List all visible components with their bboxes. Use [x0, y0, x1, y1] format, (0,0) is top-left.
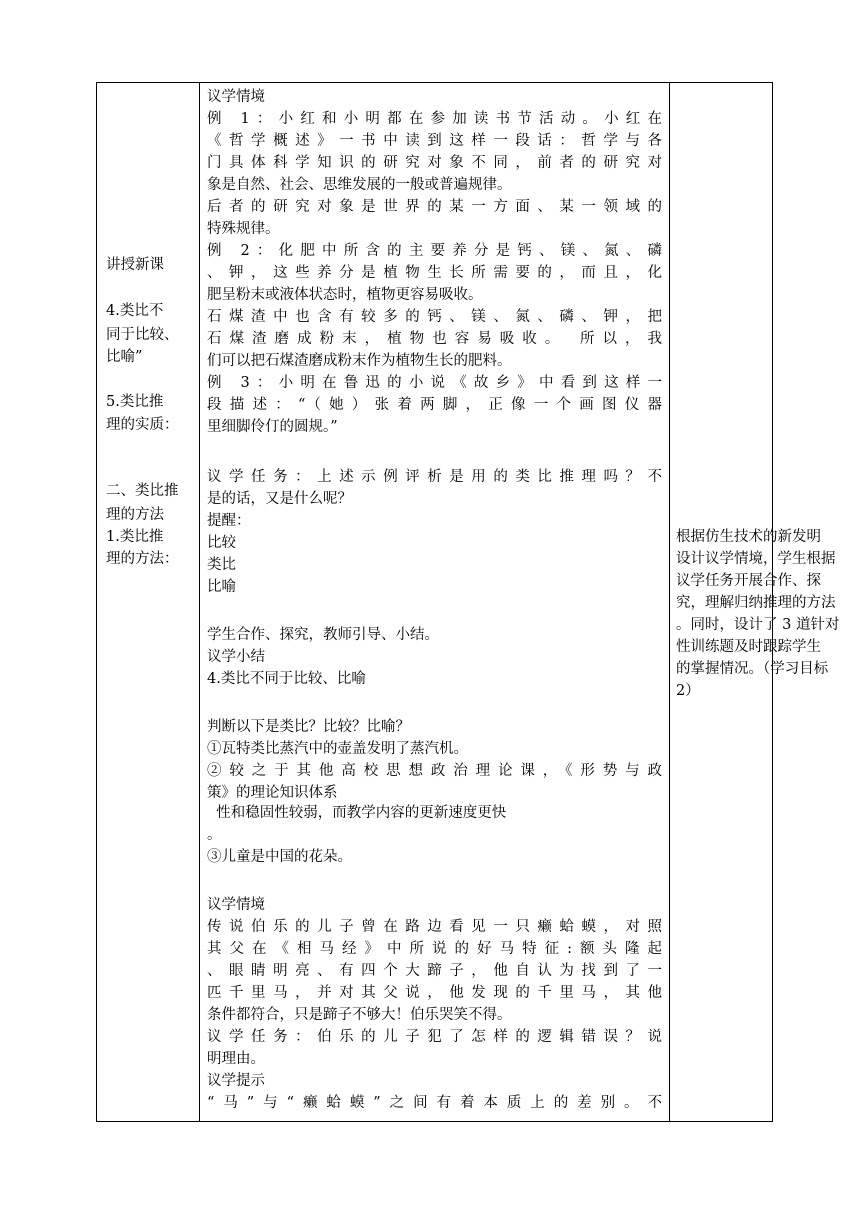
mid-text-line: 议学任务：上述示例评析是用的类比推理吗？不 [207, 469, 662, 485]
mid-text-line: 议学情境 [207, 897, 265, 913]
right-text-line: 设计议学情境，学生根据 [676, 551, 836, 567]
mid-text-line: 提醒： [207, 513, 251, 529]
mid-text-line: “马”与“癞蛤蟆”之间有着本质上的差别。不 [207, 1095, 662, 1111]
mid-text-line: 例 2：化肥中所含的主要养分是钙、镁、氮、磷 [207, 243, 662, 259]
left-text-line: 4.类比不 [106, 303, 164, 319]
right-text-line: 2） [676, 683, 700, 699]
mid-text-line: 议学小结 [207, 649, 265, 665]
right-text-line: 。同时，设计了 3 道针对 [676, 617, 840, 633]
left-text-line: 讲授新课 [106, 257, 164, 273]
mid-text-line: 议学任务：伯乐的儿子犯了怎样的逻辑错误？说 [207, 1029, 662, 1045]
mid-text-line: 段描述：“（她）张着两脚，正像一个画图仪器 [207, 397, 662, 413]
mid-text-line: 、钾，这些养分是植物生长所需要的，而且，化 [207, 265, 662, 281]
mid-text-line: 例 3：小明在鲁迅的小说《故乡》中看到这样一 [207, 375, 662, 391]
right-text-line: 的掌握情况。（学习目标 [676, 661, 829, 677]
mid-text-line: ①瓦特类比蒸汽中的壶盖发明了蒸汽机。 [207, 741, 468, 757]
left-text-line: 理的方法 [106, 507, 164, 523]
mid-text-line: 肥呈粉末或液体状态时，植物更容易吸收。 [207, 287, 483, 303]
right-text-line: 根据仿生技术的新发明 [676, 529, 821, 545]
activity-column [199, 83, 669, 1121]
mid-text-line: 比喻 [207, 579, 236, 595]
mid-text-line: 石煤渣磨成粉末，植物也容易吸收。 所以，我 [207, 331, 662, 347]
mid-text-line: 传说伯乐的儿子曾在路边看见一只癞蛤蟆，对照 [207, 919, 662, 935]
left-text-line: 同于比较、 [106, 327, 179, 343]
right-text-line: 议学任务开展合作、探 [676, 573, 821, 589]
mid-text-line: 策》的理论知识体系 [207, 785, 338, 801]
left-text-line: 5.类比推 [106, 394, 164, 410]
mid-text-line: 石煤渣中也含有较多的钙、镁、氮、磷、钾，把 [207, 309, 662, 325]
mid-text-line: 性和稳固性较弱，而教学内容的更新速度更快 [207, 805, 507, 821]
design-intent-column [669, 83, 840, 1121]
mid-text-line: 例 1：小红和小明都在参加读书节活动。小红在 [207, 111, 662, 127]
mid-text-line: 门具体科学知识的研究对象不同，前者的研究对 [207, 155, 662, 171]
left-text-line: 理的实质： [106, 417, 179, 433]
mid-text-line: 。 [207, 827, 222, 843]
right-text-line: 究，理解归纳推理的方法 [676, 595, 836, 611]
mid-text-line: 类比 [207, 557, 236, 573]
mid-text-line: 、眼睛明亮、有四个大蹄子，他自认为找到了一 [207, 963, 662, 979]
mid-text-line: 4.类比不同于比较、比喻 [207, 671, 366, 687]
left-text-line: 1.类比推 [106, 529, 164, 545]
mid-text-line: 学生合作、探究，教师引导、小结。 [207, 627, 439, 643]
mid-text-line: 后者的研究对象是世界的某一方面、某一领域的 [207, 199, 662, 215]
mid-text-line: 其父在《相马经》中所说的好马特征:额头隆起 [207, 941, 662, 957]
mid-text-line: 是的话，又是什么呢？ [207, 491, 352, 507]
mid-text-line: ③儿童是中国的花朵。 [207, 849, 352, 865]
mid-text-line: 明理由。 [207, 1051, 265, 1067]
left-text-line: 比喻” [106, 349, 143, 365]
mid-text-line: 判断以下是类比？比较？比喻？ [207, 719, 410, 735]
right-text-line: 性训练题及时跟踪学生 [676, 639, 821, 655]
mid-text-line: 议学提示 [207, 1073, 265, 1089]
mid-text-line: 匹千里马，并对其父说，他发现的千里马，其他 [207, 985, 662, 1001]
mid-text-line: 议学情境 [207, 89, 265, 105]
mid-text-line: 们可以把石煤渣磨成粉末作为植物生长的肥料。 [207, 353, 512, 369]
mid-text-line: 《哲学概述》一书中读到这样一段话：哲学与各 [207, 133, 662, 149]
lesson-plan-table [96, 82, 840, 1122]
mid-text-line: 特殊规律。 [207, 221, 280, 237]
topic-column [97, 83, 199, 1121]
mid-text-line: 条件都符合，只是蹄子不够大！伯乐哭笑不得。 [207, 1007, 512, 1023]
mid-text-line: 象是自然、社会、思维发展的一般或普遍规律。 [207, 177, 512, 193]
mid-text-line: 里细脚伶仃的圆规。” [207, 419, 338, 435]
left-text-line: 二、类比推 [106, 483, 179, 499]
mid-text-line: ②较之于其他高校思想政治理论课，《形势与政 [207, 763, 662, 779]
mid-text-line: 比较 [207, 535, 236, 551]
left-text-line: 理的方法： [106, 551, 179, 567]
